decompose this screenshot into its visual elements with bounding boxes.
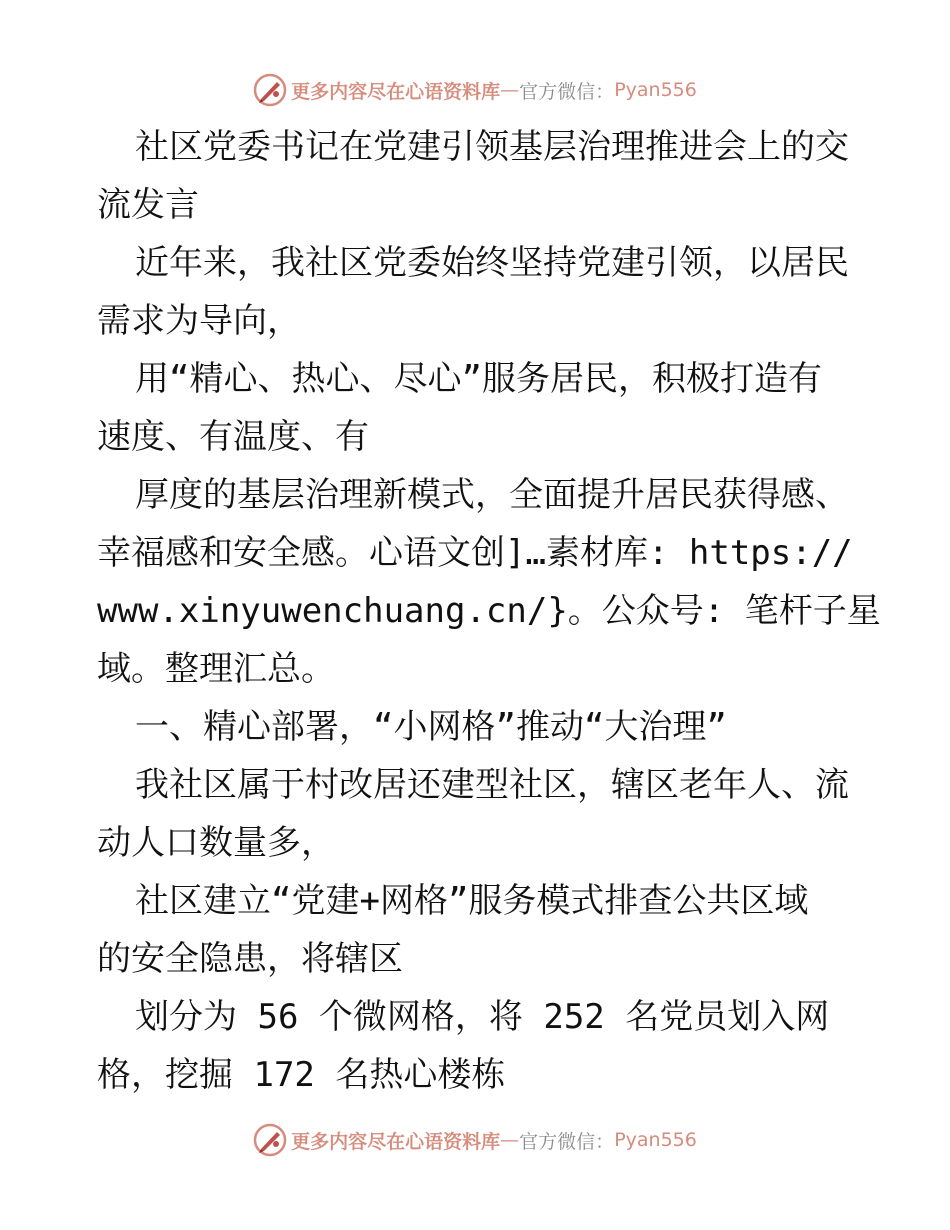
banner-dash: —	[500, 1129, 520, 1151]
paragraph-line: 需求为导向，	[97, 301, 301, 341]
section-heading: 一、精心部署，“小网格”推动“大治理”	[135, 707, 727, 747]
banner-wechat-handle: Pyan556	[614, 1129, 697, 1151]
title-line-2: 流发言	[97, 185, 199, 225]
title-line-1: 社区党委书记在党建引领基层治理推进会上的交	[135, 127, 849, 167]
quill-pen-icon	[253, 1123, 287, 1157]
paragraph-line: 近年来，我社区党委始终坚持党建引领，以居民	[135, 243, 849, 283]
paragraph-line: 我社区属于村改居还建型社区，辖区老年人、流	[135, 765, 849, 805]
banner-wechat-handle: Pyan556	[614, 79, 697, 101]
paragraph-line: 社区建立“党建+网格”服务模式排查公共区域	[135, 881, 809, 921]
banner-sub-text: 官方微信：	[519, 80, 615, 103]
paragraph-line: 划分为 56 个微网格，将 252 名党员划入网	[135, 997, 830, 1037]
paragraph-line: 幸福感和安全感。心语文创]…素材库: https://	[97, 533, 853, 573]
header-watermark-banner	[0, 70, 950, 110]
paragraph-line: 动人口数量多，	[97, 823, 335, 863]
banner-sub-text: 官方微信：	[519, 1130, 615, 1153]
banner-dash: —	[500, 79, 520, 101]
paragraph-line: 格，挖掘 172 名热心楼栋	[97, 1055, 506, 1095]
quill-pen-icon	[253, 73, 287, 107]
footer-watermark-banner	[0, 1120, 950, 1160]
paragraph-line: 的安全隐患，将辖区	[97, 939, 403, 979]
paragraph-line: 域。整理汇总。	[97, 649, 335, 689]
paragraph-line: 速度、有温度、有	[97, 417, 369, 457]
document-body	[97, 118, 881, 1104]
banner-main-text: 更多内容尽在心语资料库	[291, 80, 501, 103]
paragraph-line: www.xinyuwenchuang.cn/}。公众号: 笔杆子星	[97, 591, 881, 631]
paragraph-line: 用“精心、热心、尽心”服务居民，积极打造有	[135, 359, 822, 399]
banner-main-text: 更多内容尽在心语资料库	[291, 1130, 501, 1153]
paragraph-line: 厚度的基层治理新模式，全面提升居民获得感、	[135, 475, 849, 515]
